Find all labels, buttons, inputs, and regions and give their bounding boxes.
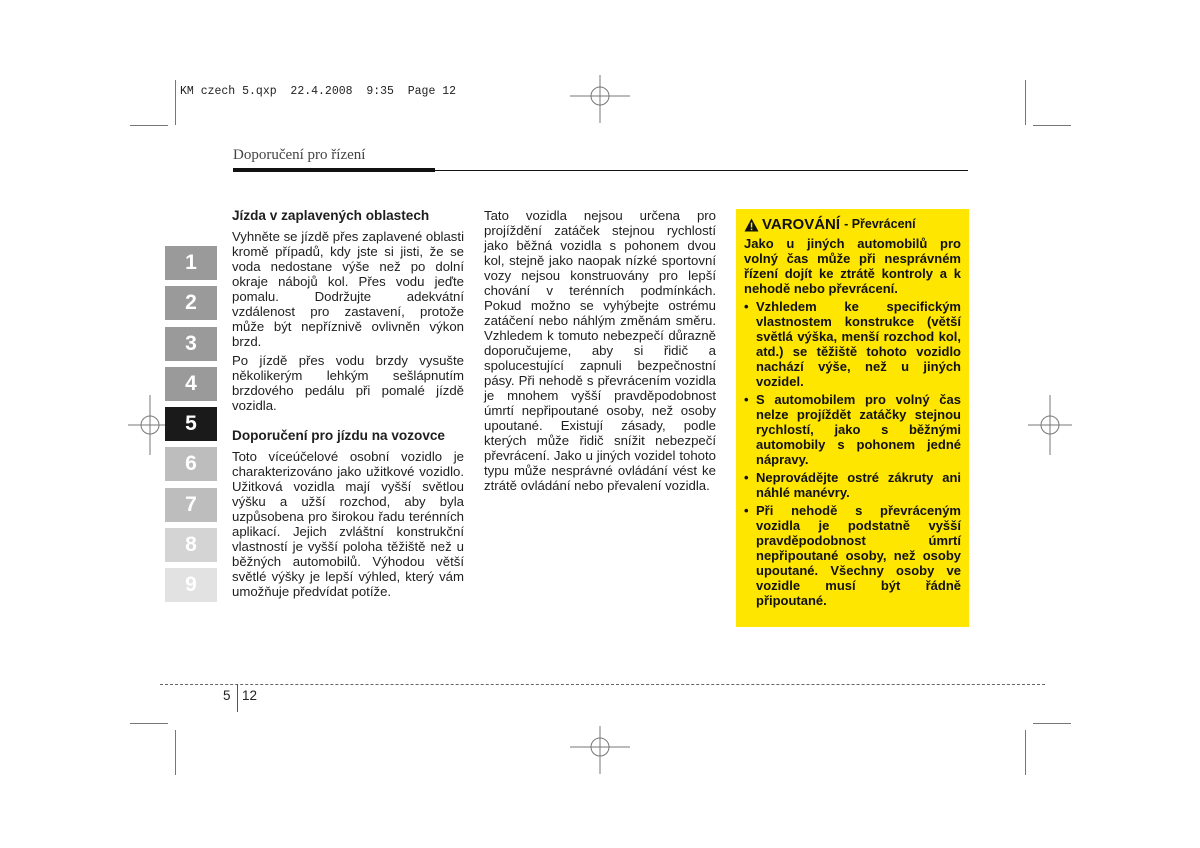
text-column-1 [232,208,464,599]
warning-label: VAROVÁNÍ [762,216,841,233]
warning-intro: Jako u jiných automobilů pro volný čas může při nesprávném řízení dojít ke ztrátě kontroly a k nehodě nebo převrácení. [744,236,961,296]
warning-triangle-icon [744,218,759,232]
chapter-tab-5-active[interactable]: 5 [165,407,217,441]
footer-divider [237,684,238,712]
bullet: • [744,503,749,518]
crop-mark [130,125,168,126]
warning-list-item: • S automobilem pro volný čas nelze projíždět zatáčky stejnou rychlostí, jako s běžnými automobily s pohonem jedné nápravy. [744,392,961,467]
crop-mark [1025,730,1026,775]
registration-mark-right [1028,395,1072,455]
header-rule-thin [435,170,968,171]
crop-mark [1033,125,1071,126]
registration-mark-bottom [570,726,630,774]
warning-subtitle: - Převrácení [844,217,916,231]
paragraph: Tato vozidla nejsou určena pro projíždění zatáček stejnou rychlostí jako běžná vozidla s pohonem dvou kol, stejně jako naopak nízké sportovní vozy nejsou konstruovány pro lepší chování v terénních podmínkách. Pokud možno se vyhýbejte ostrému zatáčení nebo náhlým změnám směru. Vzhledem k tomuto nebezpečí důrazně doporučujeme, aby si řidič a spolucestující zapnuli bezpečnostní pásy. Při nehodě s převrácením vozidla je mnohem vyšší pravděpodobnost úmrtí nepřipoutané osoby, než osoby upoutané. Existují zásady, podle kterých může řidič snížit nebezpečí převrácení. Jako u jiných vozidel tohoto typu může nesprávné ovládání vést ke ztrátě ovládání nebo převalení vozidla. [484,208,716,493]
registration-mark-top [570,75,630,123]
crop-mark [130,723,168,724]
text-column-2 [484,208,716,493]
footer-section-number: 5 [223,688,231,703]
chapter-tab-9[interactable]: 9 [165,568,217,602]
chapter-tab-2[interactable]: 2 [165,286,217,320]
header-rule-thick [233,168,435,172]
crop-mark [1033,723,1071,724]
print-slug: KM czech 5.qxp 22.4.2008 9:35 Page 12 [180,85,457,98]
paragraph: Po jízdě přes vodu brzdy vysušte několikerým lehkým sešlápnutím brzdového pedálu při pomalé jízdě vozidla. [232,353,464,413]
paragraph: Toto víceúčelové osobní vozidlo je charakterizováno jako užitkové vozidlo. Užitková vozidla mají vyšší světlou výšku a užší rozchod, aby byla uzpůsobena pro širokou řadu terénních aplikací. Jejich zvláštní konstrukční vlastností je vyšší poloha těžiště než u běžných automobilů. Výhodou větší světlé výšky je lepší výhled, který vám umožňuje předvídat potíže. [232,449,464,599]
chapter-tab-1[interactable]: 1 [165,246,217,280]
page-header-title: Doporučení pro řízení [233,147,366,163]
section-heading-road-driving: Doporučení pro jízdu na vozovce [232,428,445,443]
crop-mark [175,80,176,125]
section-heading-flooded-areas: Jízda v zaplavených oblastech [232,208,430,223]
chapter-tab-3[interactable]: 3 [165,327,217,361]
warning-box [736,209,969,627]
warning-list-item: • Vzhledem ke specifickým vlastnostem konstrukce (větší světlá výška, menší rozchod kol, atd.) se těžiště tohoto vozidlo nachází výše, než u jiných vozidel. [744,299,961,389]
bullet: • [744,299,749,314]
crop-mark [175,730,176,775]
warning-title [744,217,961,232]
chapter-tab-4[interactable]: 4 [165,367,217,401]
paragraph: Vyhněte se jízdě přes zaplavené oblasti kromě případů, kdy jste si jisti, že se voda nedostane výše než po dolní okraje nábojů kol. Přes vodu jeďte pomalu. Dodržujte adekvátní vzdálenost pro zastavení, protože může být nepříznivě ovlivněn výkon brzd. [232,229,464,349]
chapter-tab-6[interactable]: 6 [165,447,217,481]
footer-page-number: 12 [242,688,258,703]
chapter-tab-8[interactable]: 8 [165,528,217,562]
bullet: • [744,470,749,485]
warning-list-item: • Neprovádějte ostré zákruty ani náhlé manévry. [744,470,961,500]
bullet: • [744,392,749,407]
warning-list [744,299,961,608]
footer-dotted-rule [160,684,1045,685]
warning-list-item: • Při nehodě s převráceným vozidla je podstatně vyšší pravděpodobnost úmrtí nepřipoutané osoby, než osoby upoutané. Všechny osoby ve vozidle musí být řádně připoutané. [744,503,961,608]
crop-mark [1025,80,1026,125]
chapter-tab-7[interactable]: 7 [165,488,217,522]
